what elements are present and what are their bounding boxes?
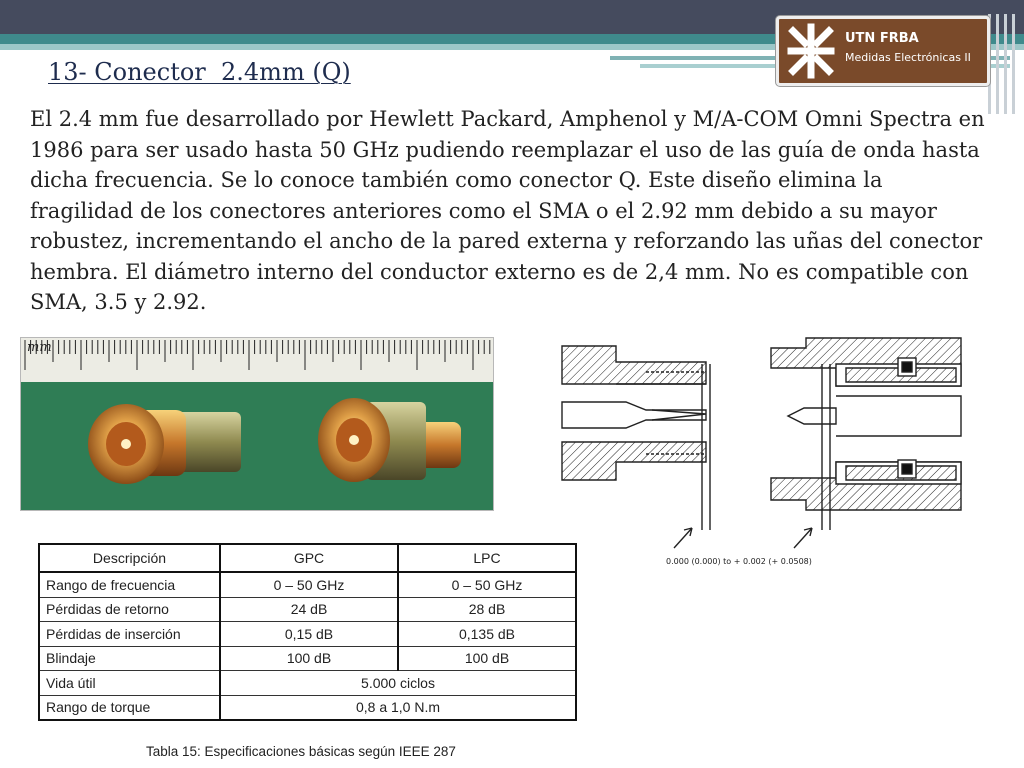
- lpc-value: 28 dB: [398, 597, 576, 622]
- ruler-ticks: [21, 340, 493, 382]
- row-label: Rango de torque: [39, 695, 220, 720]
- lpc-value: 0 – 50 GHz: [398, 572, 576, 597]
- logo-subtitle: Medidas Electrónicas II: [845, 51, 971, 64]
- table-row: [39, 671, 576, 696]
- lpc-value: 100 dB: [398, 646, 576, 671]
- row-label: Pérdidas de retorno: [39, 597, 220, 622]
- shared-value: 5.000 ciclos: [220, 671, 576, 696]
- table-row: [39, 695, 576, 720]
- right-connector: [318, 398, 461, 482]
- utn-logo: [776, 16, 990, 86]
- logo-title: UTN FRBA: [845, 31, 919, 46]
- left-connector: [88, 404, 241, 484]
- header-lpc: LPC: [398, 544, 576, 572]
- gpc-value: 0 – 50 GHz: [220, 572, 398, 597]
- table-row: [39, 622, 576, 647]
- shared-value: 0,8 a 1,0 N.m: [220, 695, 576, 720]
- slide-title: 13- Conector 2.4mm (Q): [48, 58, 351, 86]
- ruler-unit-label: mm: [27, 340, 52, 355]
- table-caption: Tabla 15: Especificaciones básicas según IEEE 287: [146, 744, 456, 759]
- connector-pair-image: [21, 382, 493, 510]
- row-label: Rango de frecuencia: [39, 572, 220, 597]
- gpc-value: 100 dB: [220, 646, 398, 671]
- lpc-value: 0,135 dB: [398, 622, 576, 647]
- gpc-value: 24 dB: [220, 597, 398, 622]
- header-description: Descripción: [39, 544, 220, 572]
- table-header-row: [39, 544, 576, 572]
- gpc-value: 0,15 dB: [220, 622, 398, 647]
- specs-table: [38, 543, 577, 721]
- ruler: [21, 338, 493, 382]
- male-connector-section: [771, 338, 961, 530]
- table-row: [39, 597, 576, 622]
- diagram-tolerance-caption: 0.000 (0.000) to + 0.002 (+ 0.0508): [666, 557, 812, 566]
- table-row: [39, 572, 576, 597]
- row-label: Blindaje: [39, 646, 220, 671]
- header-gpc: GPC: [220, 544, 398, 572]
- row-label: Pérdidas de inserción: [39, 622, 220, 647]
- table-row: [39, 646, 576, 671]
- utn-emblem-icon: [783, 23, 839, 79]
- connector-cross-section-diagram: [556, 334, 976, 574]
- female-connector-section: [562, 346, 710, 530]
- connector-photo: [20, 337, 494, 511]
- row-label: Vida útil: [39, 671, 220, 696]
- slide-body-text: El 2.4 mm fue desarrollado por Hewlett Packard, Amphenol y M/A-COM Omni Spectra en 1986 para ser usado hasta 50 GHz pudiendo reemplazar el uso de las guía de onda hasta dicha frecuencia. Se lo conoce también como conector Q. Este diseño elimina la fragilidad de los conectores anteriores como el SMA o el 2.92 mm debido a su mayor robustez, incrementando el ancho de la pared externa y reforzando las uñas del conector hembra. El diámetro interno del conductor externo es de 2,4 mm. No es compatible con SMA, 3.5 y 2.92.: [30, 107, 985, 314]
